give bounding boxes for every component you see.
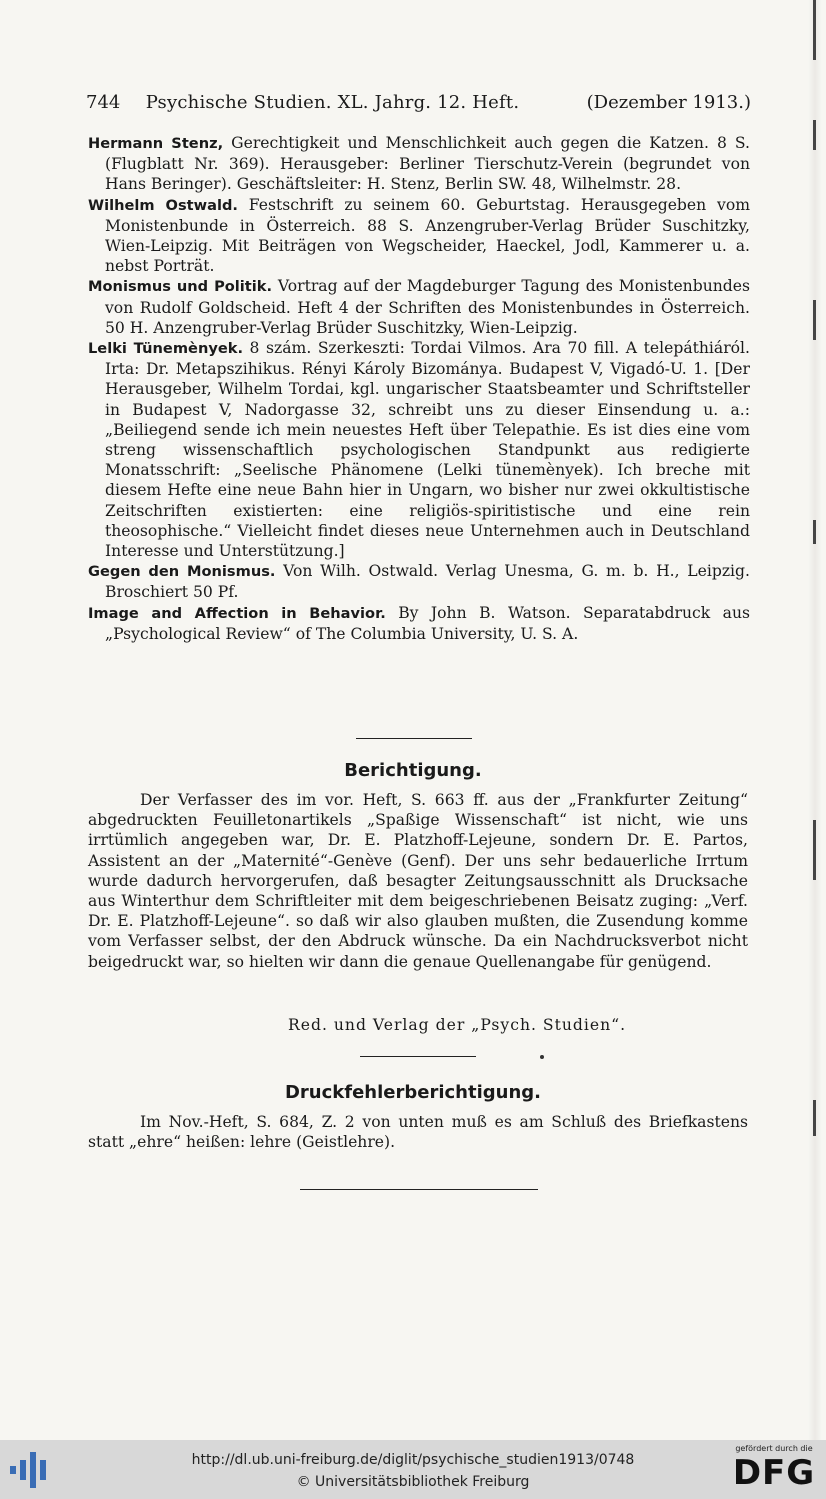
running-header [86,92,751,113]
misprint-body: Im Nov.-Heft, S. 684, Z. 2 von unten muß es am Schluß des Briefkastens statt „ehre“ heißen: lehre (Geistlehre). [88,1113,748,1152]
divider-rule [356,738,472,739]
entry-author: Image and Affection in Behavior. [88,604,386,622]
entry-text: Gerechtigkeit und Menschlichkeit auch gegen die Katzen. 8 S. (Flugblatt Nr. 369). Herausgeber: Berliner Tierschutz-Verein (begrundet von Hans Beringer). Geschäftsleiter: H. Stenz, Berlin SW. 48, Wilhelmstr. 28. [105,134,750,194]
misprint-paragraph [88,1112,748,1152]
bibliography-entry [88,561,750,602]
end-rule [300,1189,538,1190]
section-heading-misprint: Druckfehlerberichtigung. [284,1082,542,1103]
viewer-footer [0,1440,826,1499]
entry-author: Wilhelm Ostwald. [88,196,238,214]
divider-rule [360,1056,476,1057]
permalink-url[interactable]: http://dl.ub.uni-freiburg.de/diglit/psychische_studien1913/0748 [191,1452,635,1468]
entry-author: Lelki Tünemènyek. [88,340,243,358]
ink-speck [540,1055,544,1059]
journal-title: Psychische Studien. XL. Jahrg. 12. Heft. [145,92,520,113]
bibliography-entry [88,195,750,277]
entry-text: Festschrift zu seinem 60. Geburtstag. Herausgegeben vom Monistenbunde in Österreich. 88 S. Anzengruber-Verlag Brüder Suschitzky, Wien-Leipzig. Mit Beiträgen von Wegscheider, Haeckel, Jodl, Kammerer u. a. nebst Porträt. [105,195,750,276]
dfg-logo-text: DFG [732,1453,816,1493]
issue-date: (Dezember 1913.) [586,92,751,113]
bibliography-entry [88,276,750,338]
dfg-logo[interactable] [728,1444,820,1496]
section-heading-correction: Berichtigung. [344,760,482,781]
bibliography-list [88,133,750,644]
correction-body: Der Verfasser des im vor. Heft, S. 663 ff. aus der „Frankfurter Zeitung“ abgedruckten Feuilletonartikels „Spaßige Wissenschaft“ ist nicht, wie uns irrtümlich angegeben war, Dr. E. Platzhoff-Lejeune, sondern Dr. E. Partos, Assistent an der „Maternité“-Genève (Genf). Der uns sehr bedauerliche Irrtum wurde dadurch hervorgerufen, daß besagter Zeitungsausschnitt als Drucksache aus Winterthur dem Schriftleiter mit dem beigeschriebenen Beisatz zuging: „Verf. Dr. E. Platzhoff-Lejeune“. so daß wir also glauben mußten, die Zusendung komme vom Verfasser selbst, der den Abdruck wünsche. Da ein Nachdrucksverbot nicht beigedruckt war, so hielten wir dann die genaue Quellenangabe für genügend. [88,791,748,971]
bibliography-entry [88,338,750,561]
page-number: 744 [86,92,121,113]
entry-author: Gegen den Monismus. [88,563,276,581]
bibliography-entry [88,133,750,195]
bibliography-entry [88,603,750,644]
correction-paragraph [88,790,748,972]
entry-text: Von Wilh. Ostwald. Verlag Unesma, G. m. b. H., Leipzig. Broschiert 50 Pf. [105,562,750,602]
sponsor-caption: gefördert durch die [735,1444,813,1453]
entry-author: Hermann Stenz, [88,135,224,152]
entry-text: By John B. Watson. Separatabdruck aus „Psychological Review“ of The Columbia University, U. S. A. [105,603,750,643]
entry-text: Vortrag auf der Magdeburger Tagung des Monistenbundes von Rudolf Goldscheid. Heft 4 der Schriften des Monistenbundes in Österreich. 50 H. Anzengruber-Verlag Brüder Suschitzky, Wien-Leipzig. [105,277,750,337]
page-edge-shadow [808,0,822,1440]
copyright-notice: © Universitätsbibliothek Freiburg [296,1474,530,1490]
entry-author: Monismus und Politik. [88,278,273,296]
correction-signature: Red. und Verlag der „Psych. Studien“. [288,1016,627,1034]
entry-text: 8 szám. Szerkeszti: Tordai Vilmos. Ara 70 fill. A telepáthiáról. Irta: Dr. Metapszihikus. Rényi Károly Bizománya. Budapest V, Vigadó-U. 1. [Der Herausgeber, Wilhelm Tordai, kgl. ungarischer Staatsbeamter und Schriftsteller in Budapest V, Nadorgasse 32, schreibt uns zu dieser Einsendung u. a.: „Beiliegend sende ich mein neuestes Heft über Telepathie. Es ist dies eine vom streng wissenschaftlich psychologischen Standpunkt aus redigierte Monatsschrift: „Seelische Phänomene (Lelki tünemènyek). Ich breche mit diesem Hefte eine neue Bahn hier in Ungarn, wo bisher nur zwei okkultistische Zeitschriften existierten: eine religiös-spiritistische und eine rein theosophische.“ Vielleicht findet dieses neue Unternehmen auch in Deutschland Interesse und Unterstützung.] [105,339,750,561]
